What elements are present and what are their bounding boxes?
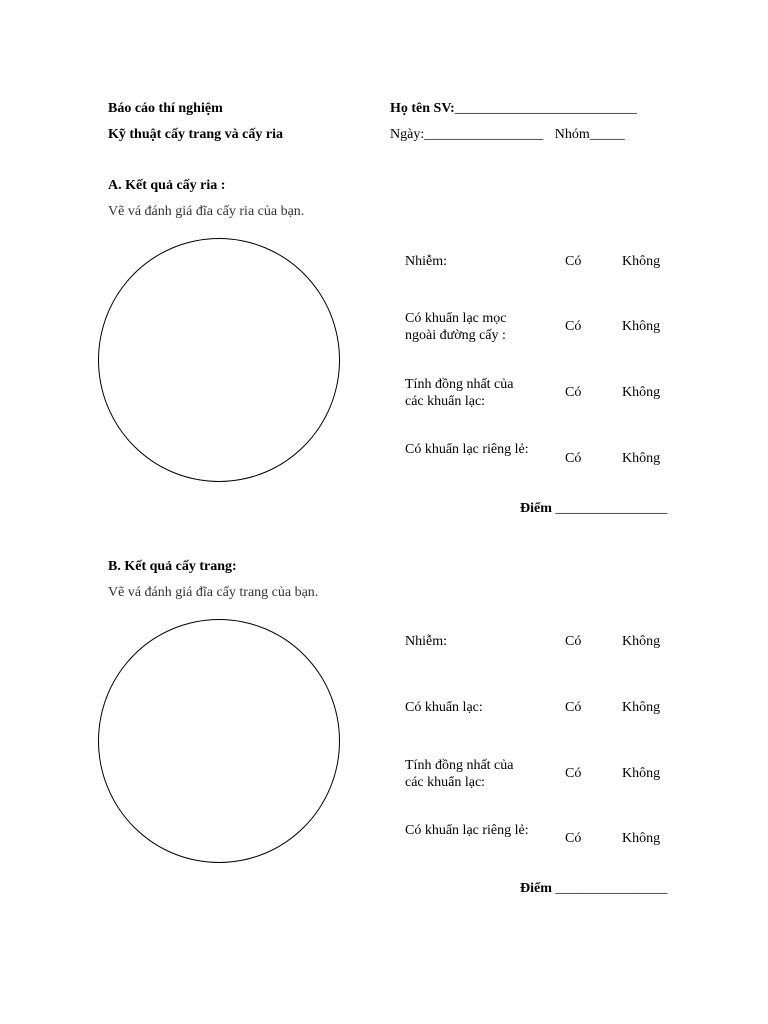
date-group-line	[390, 127, 625, 143]
student-name-line	[390, 101, 637, 117]
date-blank[interactable]: _________________	[424, 127, 544, 142]
section-a-plate-circle[interactable]	[98, 238, 340, 482]
student-name-blank[interactable]: __________________________	[454, 101, 637, 116]
section-b-criterion-2-yes[interactable]: Có	[565, 700, 582, 715]
section-b-criterion-4-yes[interactable]: Có	[565, 831, 582, 846]
section-b-criterion-2-no[interactable]: Không	[622, 700, 661, 715]
section-b-instruction: Vẽ vá đánh giá đĩa cấy trang của bạn.	[108, 585, 319, 600]
section-b-score	[520, 881, 667, 897]
section-b-criterion-1-no[interactable]: Không	[622, 634, 661, 649]
group-label: Nhóm	[554, 127, 590, 142]
report-title: Báo cáo thí nghiệm	[108, 101, 223, 116]
group-blank[interactable]: _____	[589, 127, 625, 142]
section-a-criterion-4-label: Có khuẩn lạc riêng lẻ:	[405, 442, 529, 457]
student-name-label: Họ tên SV:	[390, 101, 455, 116]
section-b-title: B. Kết quả cấy trang:	[108, 559, 237, 574]
subject-title: Kỹ thuật cấy trang và cấy ria	[108, 127, 283, 142]
section-b-criterion-3-label: Tính đồng nhất của các khuẩn lạc:	[405, 758, 514, 790]
section-a-criterion-3-yes[interactable]: Có	[565, 385, 582, 400]
section-b-criterion-2-label: Có khuẩn lạc:	[405, 700, 483, 715]
section-b-criterion-1-yes[interactable]: Có	[565, 634, 582, 649]
section-a-criterion-2-yes[interactable]: Có	[565, 319, 582, 334]
section-a-criterion-2-no[interactable]: Không	[622, 319, 661, 334]
section-a-score-blank[interactable]: ________________	[555, 501, 668, 516]
section-b-score-blank[interactable]: ________________	[555, 881, 668, 896]
section-a-instruction: Vẽ vá đánh giá đĩa cấy ria của bạn.	[108, 204, 305, 219]
section-b-criterion-1-label: Nhiễm:	[405, 634, 447, 649]
section-b-criterion-4-no[interactable]: Không	[622, 831, 661, 846]
date-label: Ngày:	[390, 127, 425, 142]
section-b-criterion-3-yes[interactable]: Có	[565, 766, 582, 781]
section-a-criterion-1-yes[interactable]: Có	[565, 254, 582, 269]
section-a-criterion-4-yes[interactable]: Có	[565, 451, 582, 466]
section-b-criterion-3-no[interactable]: Không	[622, 766, 661, 781]
section-b-plate-circle[interactable]	[98, 619, 340, 863]
section-a-criterion-2-label: Có khuẩn lạc mọc ngoài đường cấy :	[405, 311, 507, 343]
section-a-score-label: Điểm	[520, 501, 552, 516]
section-a-criterion-1-no[interactable]: Không	[622, 254, 661, 269]
section-a-criterion-3-no[interactable]: Không	[622, 385, 661, 400]
section-a-criterion-3-label: Tính đồng nhất của các khuẩn lạc:	[405, 377, 514, 409]
section-a-score	[520, 501, 667, 517]
section-b-criterion-4-label: Có khuẩn lạc riêng lẻ:	[405, 823, 529, 838]
section-a-title: A. Kết quả cấy ria :	[108, 178, 226, 193]
section-b-score-label: Điểm	[520, 881, 552, 896]
section-a-criterion-1-label: Nhiễm:	[405, 254, 447, 269]
section-a-criterion-4-no[interactable]: Không	[622, 451, 661, 466]
